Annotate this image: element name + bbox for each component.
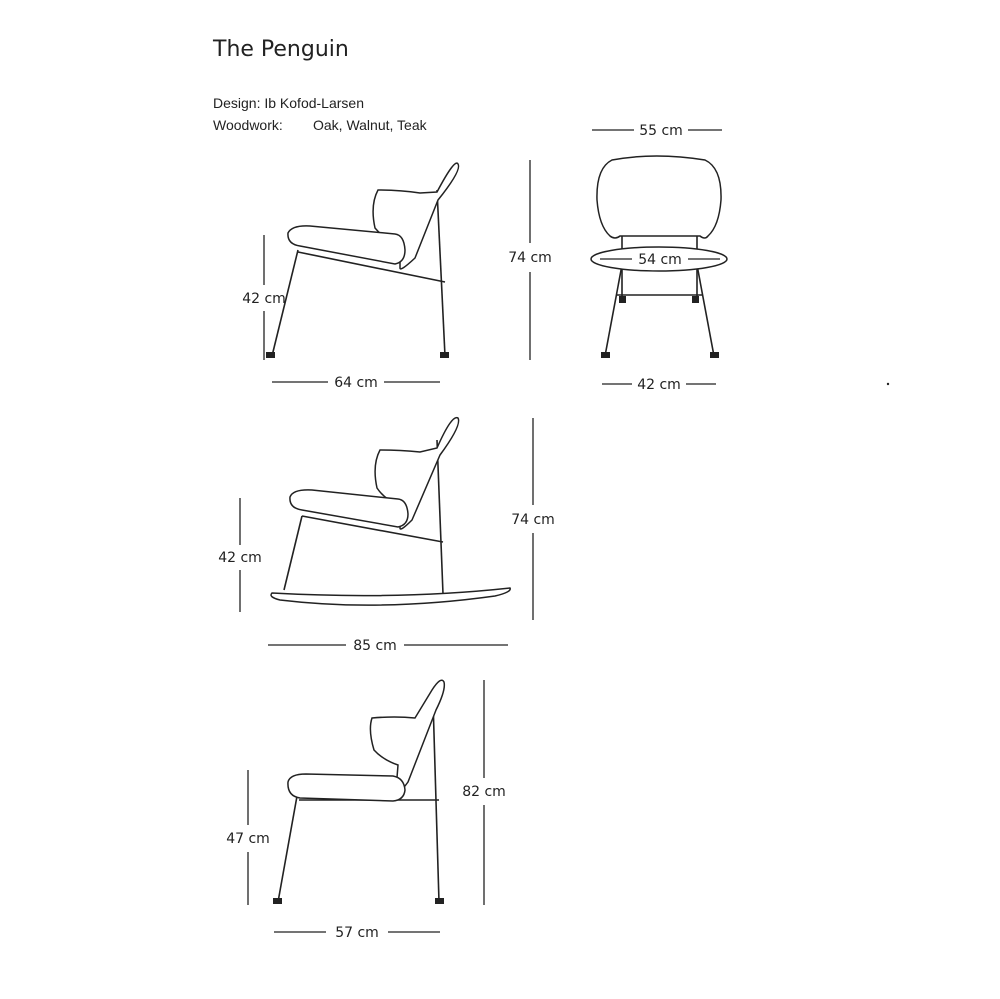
right-leg <box>697 265 714 356</box>
depth-label: 85 cm <box>353 638 397 654</box>
woodwork-label: Woodwork: <box>213 117 283 133</box>
width-label: 55 cm <box>639 123 683 139</box>
seat-height-label: 42 cm <box>218 550 262 566</box>
depth-label: 57 cm <box>335 925 379 941</box>
base-width-label: 42 cm <box>637 377 681 393</box>
height-label: 82 cm <box>462 784 506 800</box>
front-foot <box>273 898 282 904</box>
height-label: 74 cm <box>508 250 552 266</box>
high-side-view <box>226 680 506 941</box>
designer-line: Design: Ib Kofod-Larsen <box>213 95 364 111</box>
lounge-front-view <box>591 123 727 393</box>
seat-cushion <box>288 774 405 801</box>
back-leg <box>433 700 439 902</box>
front-leg <box>278 785 299 902</box>
height-label: 74 cm <box>511 512 555 528</box>
lounge-side-view <box>242 160 552 391</box>
backrest-shell <box>597 156 721 238</box>
rocker-side-view <box>218 418 555 654</box>
front-leg <box>284 516 302 590</box>
chair-drawing <box>266 163 459 358</box>
chair-drawing <box>273 680 444 904</box>
rocker-runner <box>271 588 510 605</box>
back-foot <box>435 898 444 904</box>
foot <box>710 352 719 358</box>
woodwork-value: Oak, Walnut, Teak <box>313 117 427 133</box>
foot <box>619 296 626 303</box>
back-leg <box>437 190 445 356</box>
stray-dot <box>887 383 889 385</box>
seat-width-label: 54 cm <box>638 252 682 268</box>
back-foot <box>440 352 449 358</box>
chair-drawing <box>271 418 510 606</box>
foot <box>692 296 699 303</box>
front-foot <box>266 352 275 358</box>
seat-height-label: 47 cm <box>226 831 270 847</box>
seat-height-label: 42 cm <box>242 291 286 307</box>
foot <box>601 352 610 358</box>
left-leg <box>605 265 622 356</box>
back-leg <box>437 440 443 594</box>
depth-label: 64 cm <box>334 375 378 391</box>
page-title: The Penguin <box>213 37 349 62</box>
